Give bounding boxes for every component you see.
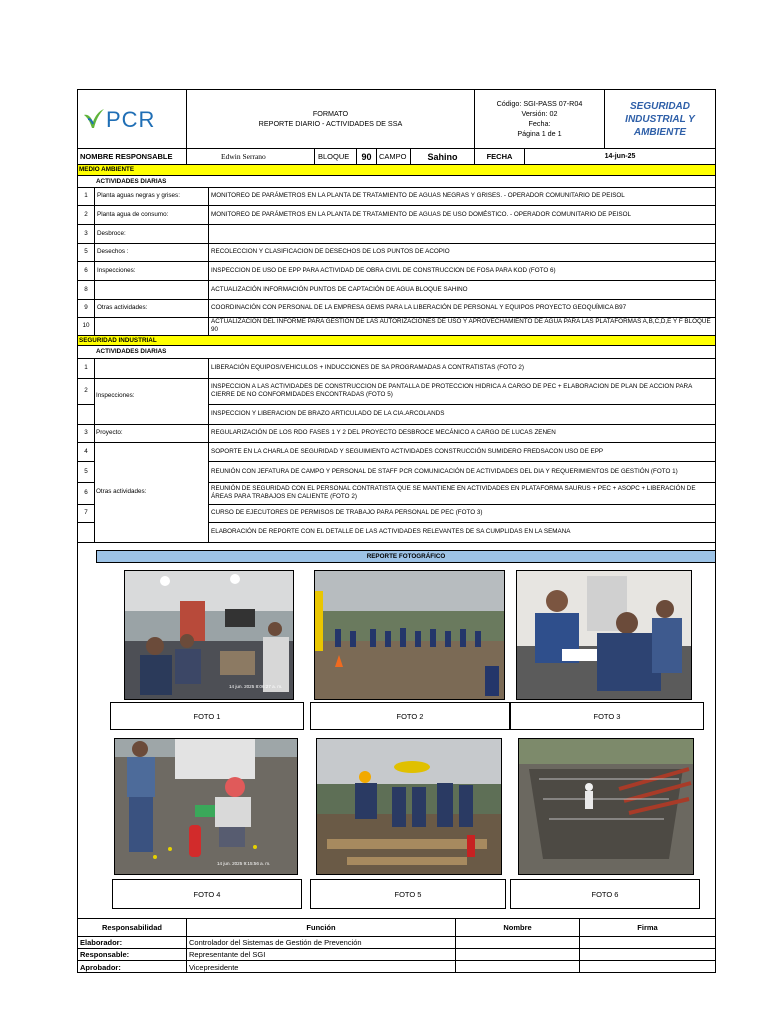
- signature-name-cell[interactable]: [455, 937, 579, 949]
- responsible-name: Edwin Serrano: [186, 149, 314, 164]
- safety-row-number: 5: [84, 467, 88, 475]
- photo-2-image: [314, 570, 505, 700]
- photo-4-image: [114, 738, 298, 875]
- report-sheet: [77, 89, 716, 973]
- safety-row-activity: ELABORACIÓN DE REPORTE CON EL DETALLE DE LAS ACTIVIDADES RELEVANTES DE SA CUMPLIDAS EN LA SEMANA: [208, 522, 715, 542]
- safety-row-number: 2: [84, 387, 88, 395]
- env-row-activity: RECOLECCION Y CLASIFICACION DE DESECHOS DE LOS PUNTOS DE ACOPIO: [208, 243, 715, 261]
- document-title-block: [186, 90, 474, 148]
- safety-row-activity: INSPECCION Y LIBERACION DE BRAZO ARTICULADO DE LA CIA.ARCOLANDS: [208, 404, 715, 424]
- safety-section-title: SEGURIDAD INDUSTRIAL: [78, 335, 715, 346]
- environment-subtitle: ACTIVIDADES DIARIAS: [96, 177, 167, 185]
- env-row-number: 3: [84, 229, 88, 237]
- department-name: SEGURIDAD INDUSTRIAL Y AMBIENTE: [604, 90, 715, 148]
- doc-title: REPORTE DIARIO - ACTIVIDADES DE SSA: [258, 119, 403, 128]
- date-label: FECHA: [474, 149, 524, 164]
- photo-5-image: [316, 738, 502, 875]
- safety-row-activity: REUNIÓN DE SEGURIDAD CON EL PERSONAL CONTRATISTA QUE SE MANTIENE EN ACTIVIDADES EN PLATAFORMA SAURUS + PEC + ASOPC + LIBERACIÓN DE ÁREAS PARA TRABAJOS EN CALIENTE (FOTO 2): [208, 482, 715, 504]
- safety-inspections-label: Inspecciones:: [96, 392, 135, 400]
- env-row-activity: COORDINACIÓN CON PERSONAL DE LA EMPRESA GEMS PARA LA LIBERACIÓN DE PERSONAL Y EQUIPOS PROYECTO GEOQUÍMICA B97: [208, 299, 715, 317]
- safety-row-activity: REGULARIZACIÓN DE LOS RDO FASES 1 Y 2 DEL PROYECTO DESBROCE MECÁNICO A CARGO DE LUCAS ZENEN: [208, 424, 715, 442]
- signature-sign-cell[interactable]: [579, 937, 715, 949]
- env-row-activity: ACTUALIZACIÓN INFORMACIÓN PUNTOS DE CAPTACIÓN DE AGUA BLOQUE SAHINO: [208, 280, 715, 299]
- doc-version: Versión: 02: [521, 109, 558, 118]
- doc-date-label: Fecha:: [528, 119, 551, 128]
- safety-project-label: Proyecto:: [96, 429, 123, 437]
- photo-4-timestamp: 14 jun. 2025 9:15:56 a. m.: [217, 861, 271, 866]
- env-row-number: 1: [84, 192, 88, 200]
- photo-2-caption: FOTO 2: [310, 702, 510, 730]
- env-row-number: 6: [84, 266, 88, 274]
- safety-row-number: 4: [84, 447, 88, 455]
- signature-role: Aprobador:: [80, 962, 121, 972]
- signature-header-role: Responsabilidad: [78, 919, 186, 937]
- env-row-label: [94, 280, 208, 299]
- env-row-activity: ACTUALIZACIÓN DEL INFORME PARA GESTIÓN DE LAS AUTORIZACIONES DE USO Y APROVECHAMIENTO DE AGUA PARA LAS PLATAFORMAS A,B,C,D,E Y F BLOQUE 90: [208, 317, 715, 335]
- signature-function: Representante del SGI: [186, 949, 455, 961]
- env-row-label: Inspecciones:: [94, 261, 208, 280]
- document-control-block: [474, 90, 604, 148]
- safety-row-activity: SOPORTE EN LA CHARLA DE SEGURIDAD Y SEGUIMIENTO ACTIVIDADES CONSTRUCCIÓN SUMIDERO FREDSACON USO DE EPP: [208, 442, 715, 461]
- date-value: 14-jun-25: [524, 149, 715, 164]
- env-row-activity: [208, 224, 715, 243]
- doc-code: Código: SGI-PASS 07-R04: [496, 99, 583, 108]
- signature-sign-cell[interactable]: [579, 949, 715, 961]
- signature-role: Responsable:: [78, 949, 186, 961]
- safety-row-activity: CURSO DE EJECUTORES DE PERMISOS DE TRABAJO PARA PERSONAL DE PEC (FOTO 3): [208, 504, 715, 522]
- env-row-activity: MONITOREO DE PARÁMETROS EN LA PLANTA DE TRATAMIENTO DE AGUAS NEGRAS Y GRISES. - OPERADOR COMUNITARIO DE PEISOL: [208, 187, 715, 205]
- photo-5-caption: FOTO 5: [310, 879, 506, 909]
- block-value: 90: [356, 149, 376, 164]
- photo-4-caption: FOTO 4: [112, 879, 302, 909]
- responsible-label: NOMBRE RESPONSABLE: [80, 152, 173, 161]
- safety-row-activity: INSPECCION A LAS ACTIVIDADES DE CONSTRUCCION DE PANTALLA DE PROTECCION HIDRICA A CARGO DE PEC + ELABORACION DE PLAN DE ACCION PARA CIERRE DE NO CONFORMIDADES ENCONTRADAS (FOTO 5): [208, 378, 715, 404]
- company-logo: [78, 90, 186, 148]
- signature-role: Elaborador:: [78, 937, 186, 949]
- env-row-number: 5: [84, 248, 88, 256]
- env-row-label: Otras actividades:: [94, 299, 208, 317]
- env-row-number: 8: [84, 285, 88, 293]
- photo-1-caption: FOTO 1: [110, 702, 304, 730]
- block-label: BLOQUE: [314, 149, 356, 164]
- safety-row-number: 7: [84, 509, 88, 517]
- doc-page: Página 1 de 1: [517, 129, 562, 138]
- safety-row-activity: REUNIÓN CON JEFATURA DE CAMPO Y PERSONAL DE STAFF PCR COMUNICACIÓN DE ACTIVIDADES DEL DIA Y REQUERIMIENTOS DE GESTIÓN (FOTO 1): [208, 461, 715, 482]
- safety-row-number: [78, 522, 94, 542]
- safety-row-activity: LIBERACIÓN EQUIPOS/VEHICULOS + INDUCCIONES DE SA PROGRAMADAS A CONTRATISTAS (FOTO 2): [208, 358, 715, 378]
- photo-1-image: [124, 570, 294, 700]
- env-row-activity: MONITOREO DE PARÁMETROS EN LA PLANTA DE TRATAMIENTO DE AGUAS DE USO DOMÉSTICO. - OPERADOR COMUNITARIO DE PEISOL: [208, 205, 715, 224]
- photo-6-caption: FOTO 6: [510, 879, 700, 909]
- env-row-label: Planta aguas negras y grises:: [94, 187, 208, 205]
- env-row-number: 2: [84, 210, 88, 218]
- svg-text:PCR: PCR: [106, 107, 156, 132]
- safety-subtitle: ACTIVIDADES DIARIAS: [96, 348, 167, 356]
- doc-type: FORMATO: [312, 109, 349, 118]
- signature-header-name: Nombre: [455, 919, 579, 937]
- safety-other-label: Otras actividades:: [96, 488, 147, 496]
- photo-3-image: [516, 570, 692, 700]
- photo-6-image: [518, 738, 694, 875]
- photo-1-timestamp: 14 jun. 2025 8:06:27 a. m.: [229, 684, 283, 689]
- signature-name-cell[interactable]: [455, 949, 579, 961]
- signature-function: Vicepresidente: [186, 961, 455, 973]
- signature-name-cell[interactable]: [455, 961, 579, 973]
- signature-header-function: Función: [186, 919, 455, 937]
- signature-table: [78, 918, 715, 973]
- env-row-label: Desechos :: [94, 243, 208, 261]
- env-row-number: 9: [84, 304, 88, 312]
- safety-row-number: 6: [84, 489, 88, 497]
- env-row-activity: INSPECCION DE USO DE EPP PARA ACTIVIDAD DE OBRA CIVIL DE CONSTRUCCION DE FOSA PARA KOD (FOTO 6): [208, 261, 715, 280]
- env-row-label: [94, 317, 208, 335]
- safety-row-number: 3: [84, 429, 88, 437]
- signature-header-signature: Firma: [579, 919, 715, 937]
- signature-function: Controlador del Sistemas de Gestión de Prevención: [186, 937, 455, 949]
- safety-row-number: [78, 404, 94, 424]
- environment-section-title: MEDIO AMBIENTE: [78, 164, 715, 176]
- field-label: CAMPO: [376, 149, 410, 164]
- signature-sign-cell[interactable]: [579, 961, 715, 973]
- env-row-label: Desbroce:: [94, 224, 208, 243]
- field-value: Sahino: [410, 149, 474, 164]
- env-row-label: Planta agua de consumo:: [94, 205, 208, 224]
- env-row-number: 10: [82, 322, 90, 330]
- photo-3-caption: FOTO 3: [510, 702, 704, 730]
- safety-row-number: 1: [84, 364, 88, 372]
- pcr-logo-icon: [82, 106, 182, 132]
- photo-report-title: REPORTE FOTOGRÁFICO: [96, 550, 716, 563]
